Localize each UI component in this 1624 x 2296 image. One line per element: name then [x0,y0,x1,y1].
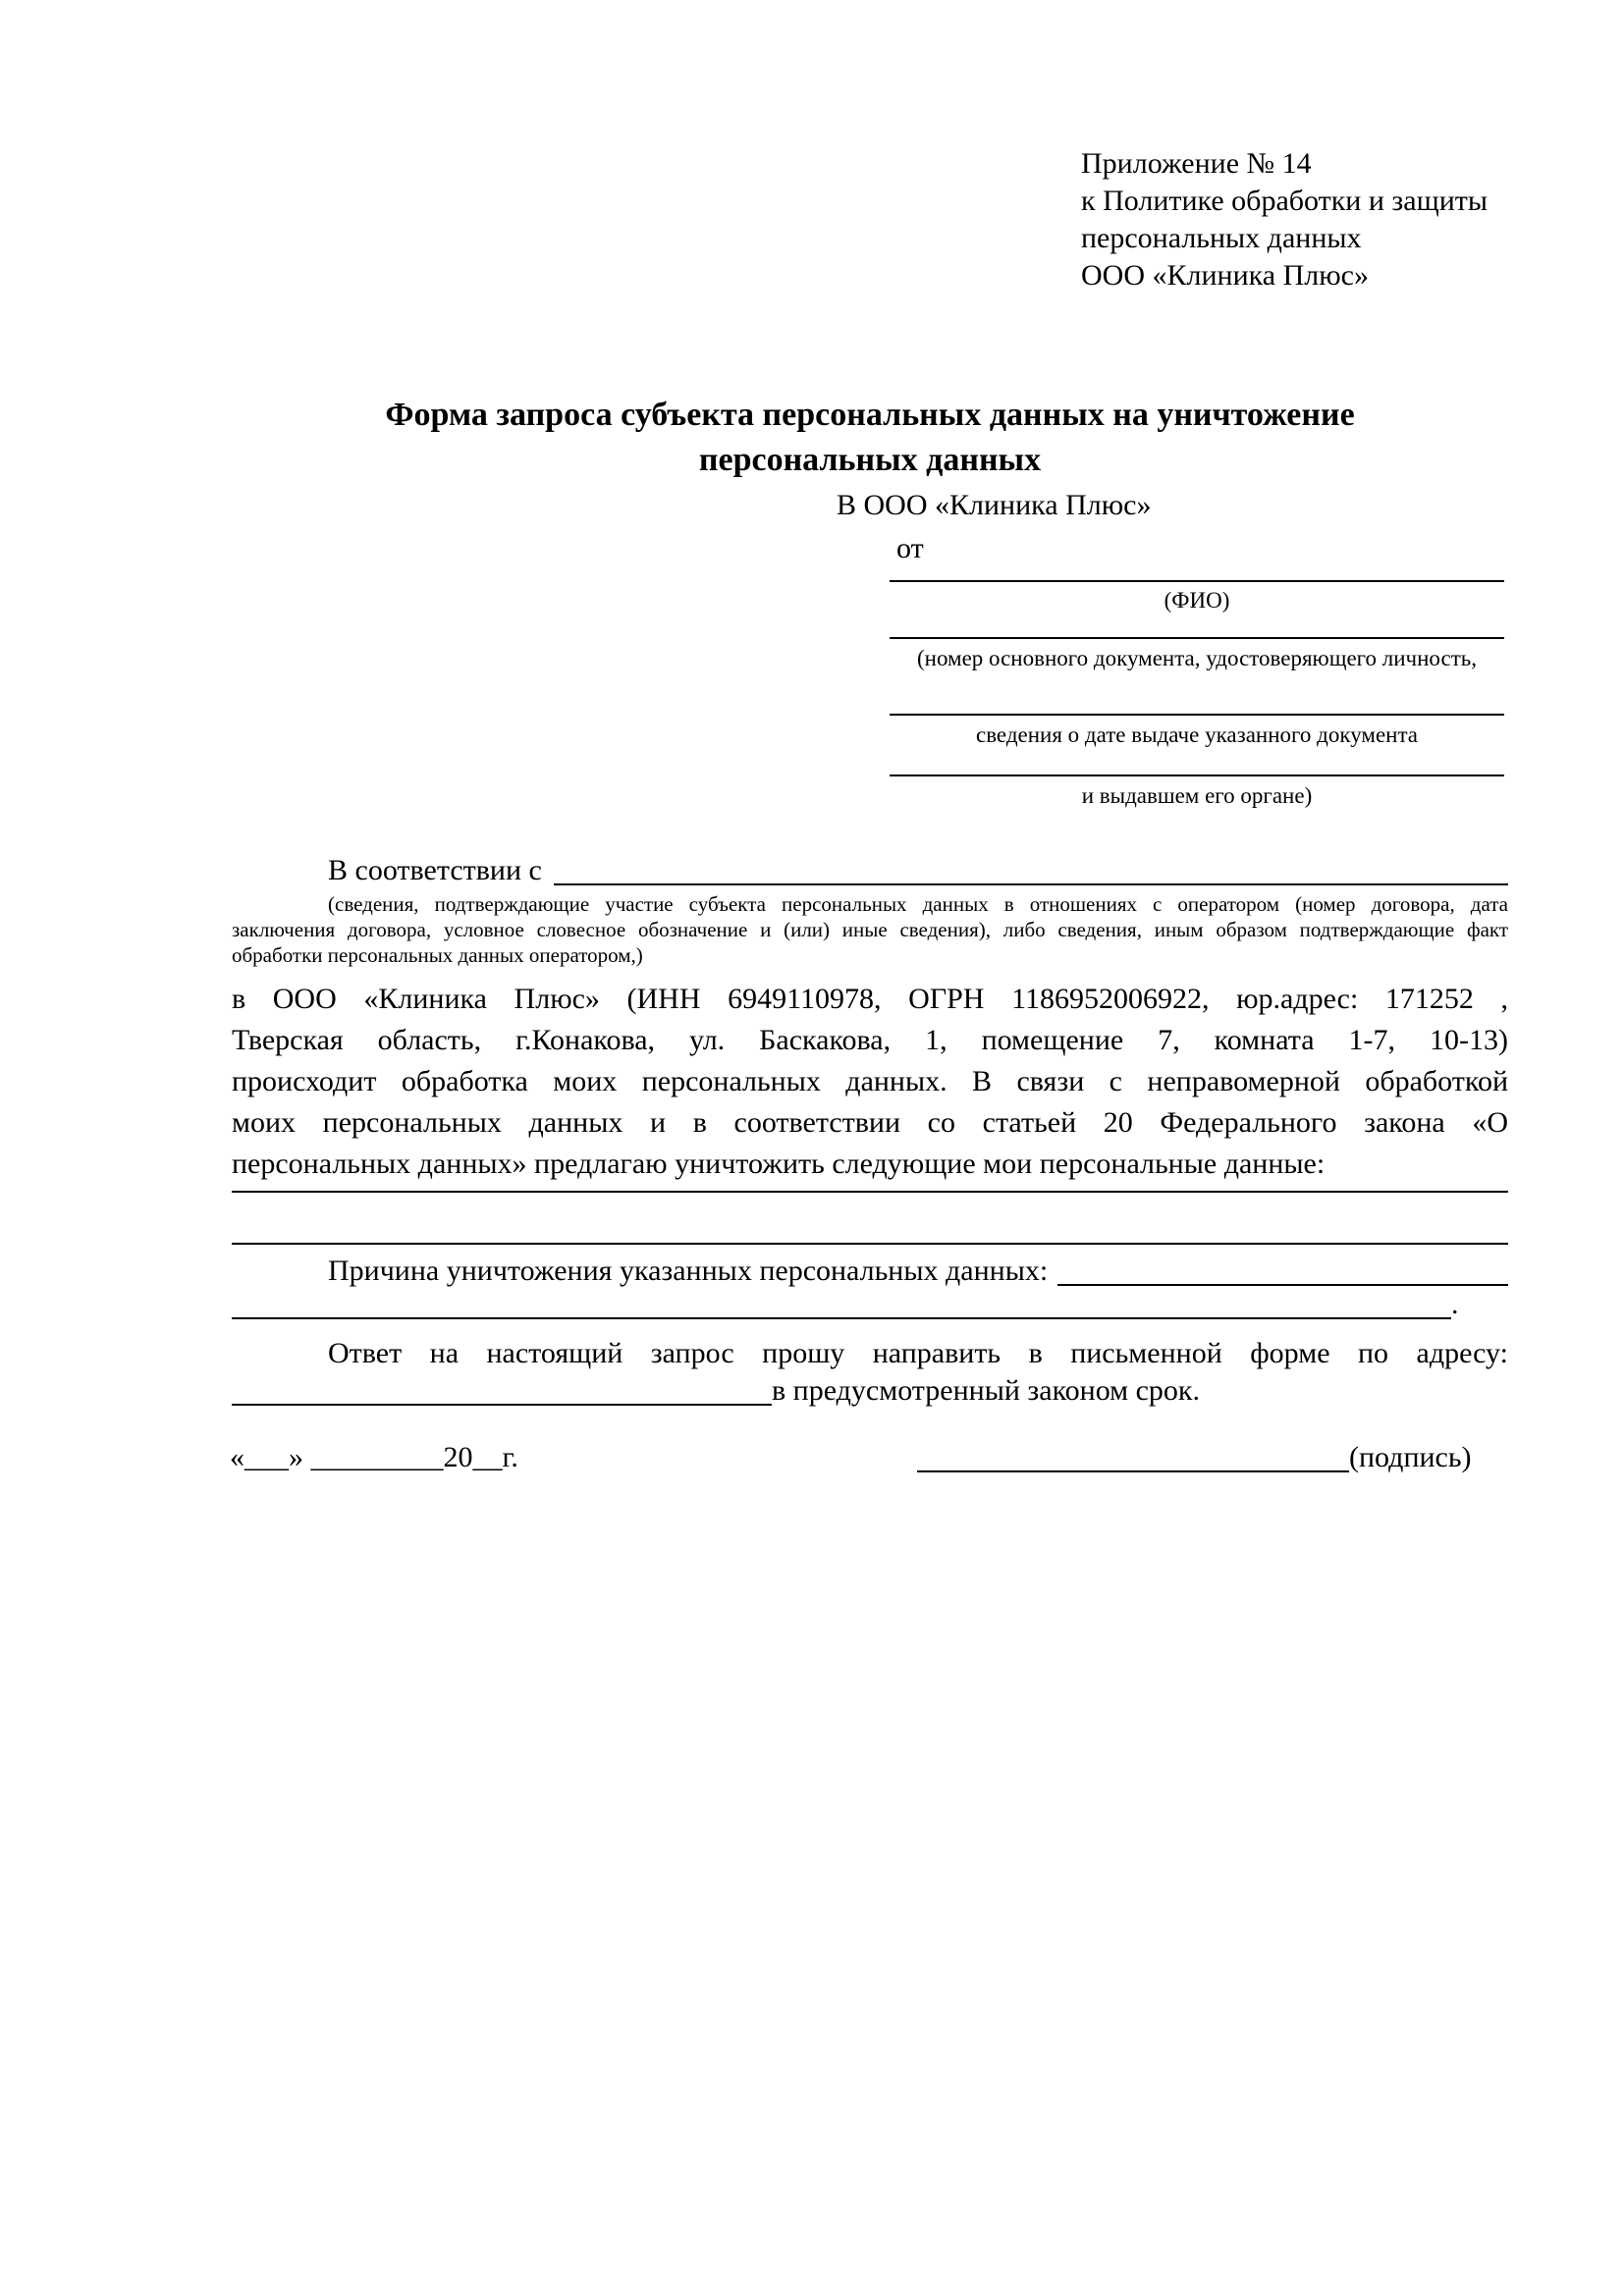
fio-caption: (ФИО) [1164,588,1230,613]
document-number-blank-line [890,637,1504,639]
header-line-policy: к Политике обработки и защиты [1081,185,1489,217]
accordance-blank-line [554,853,1508,885]
fine-print-line-1: (сведения, подтверждающие участие субъекта персональных данных в отношениях с оператором (номер договора, дата [328,892,1508,916]
body-paragraph [232,979,1508,1185]
reason-row [328,1254,1508,1289]
reason-blank-line [1057,1254,1508,1286]
document-header [1081,145,1488,294]
signature-blank-line [917,1440,1349,1472]
header-line-personal-data: персональных данных [1081,222,1362,254]
reason-continuation-row [232,1287,1508,1322]
body-line-4: моих персональных данных и в соответствии со статьей 20 Федерального закона «О [232,1106,1508,1139]
response-line-1: Ответ на настоящий запрос прошу направить в письменной форме по адресу: [328,1337,1508,1369]
body-line-1: в ООО «Клиника Плюс» (ИНН 6949110978, ОГРН 1186952006922, юр.адрес: 171252 , [232,983,1508,1015]
signature-row [917,1440,1472,1475]
body-line-2: Тверская область, г.Конакова, ул. Баскакова, 1, помещение 7, комната 1-7, 10-13) [232,1024,1508,1056]
issue-date-blank-line [890,714,1504,716]
data-blank-line-1 [232,1191,1508,1193]
form-title-line-2: персональных данных [698,442,1042,478]
form-title [232,393,1508,483]
fio-blank-line [890,580,1504,582]
form-title-line-1: Форма запроса субъекта персональных данных на уничтожение [385,397,1355,433]
body-line-5: персональных данных» предлагаю уничтожить следующие мои персональные данные: [232,1148,1326,1180]
body-line-3: происходит обработка моих персональных данных. В связи с неправомерной обработкой [232,1065,1508,1097]
addressee-line: В ООО «Клиника Плюс» [837,489,1152,521]
accordance-row [328,853,1508,888]
fine-print [232,891,1508,968]
issuing-authority-blank-line [890,774,1504,776]
fine-print-line-3: обработки персональных данных оператором,) [232,943,643,967]
from-label: от [896,532,924,564]
data-blank-line-2 [232,1243,1508,1245]
fine-print-line-2: заключения договора, условное словесное обозначение и (или) иные сведения), либо сведения, иным образом подтверждающие факт [232,918,1508,941]
issuing-authority-caption: и выдавшем его органе) [1081,783,1313,808]
reason-label: Причина уничтожения указанных персональных данных: [328,1255,1049,1287]
response-line-2 [232,1373,1508,1409]
address-blank-line [232,1373,772,1406]
reason-blank-line-2 [232,1287,1451,1319]
response-line-2-text: в предусмотренный законом срок. [772,1374,1200,1407]
header-line-company: ООО «Клиника Плюс» [1081,259,1369,292]
reason-period: . [1451,1288,1459,1320]
document-number-caption: (номер основного документа, удостоверяющего личность, [916,646,1477,670]
signature-caption: (подпись) [1349,1441,1472,1473]
accordance-lead: В соответствии с [328,854,542,886]
issue-date-caption: сведения о дате выдаче указанного документа [975,722,1419,747]
header-line-appendix: Приложение № 14 [1081,147,1312,180]
date-line: «___» _________20__г. [230,1441,518,1473]
